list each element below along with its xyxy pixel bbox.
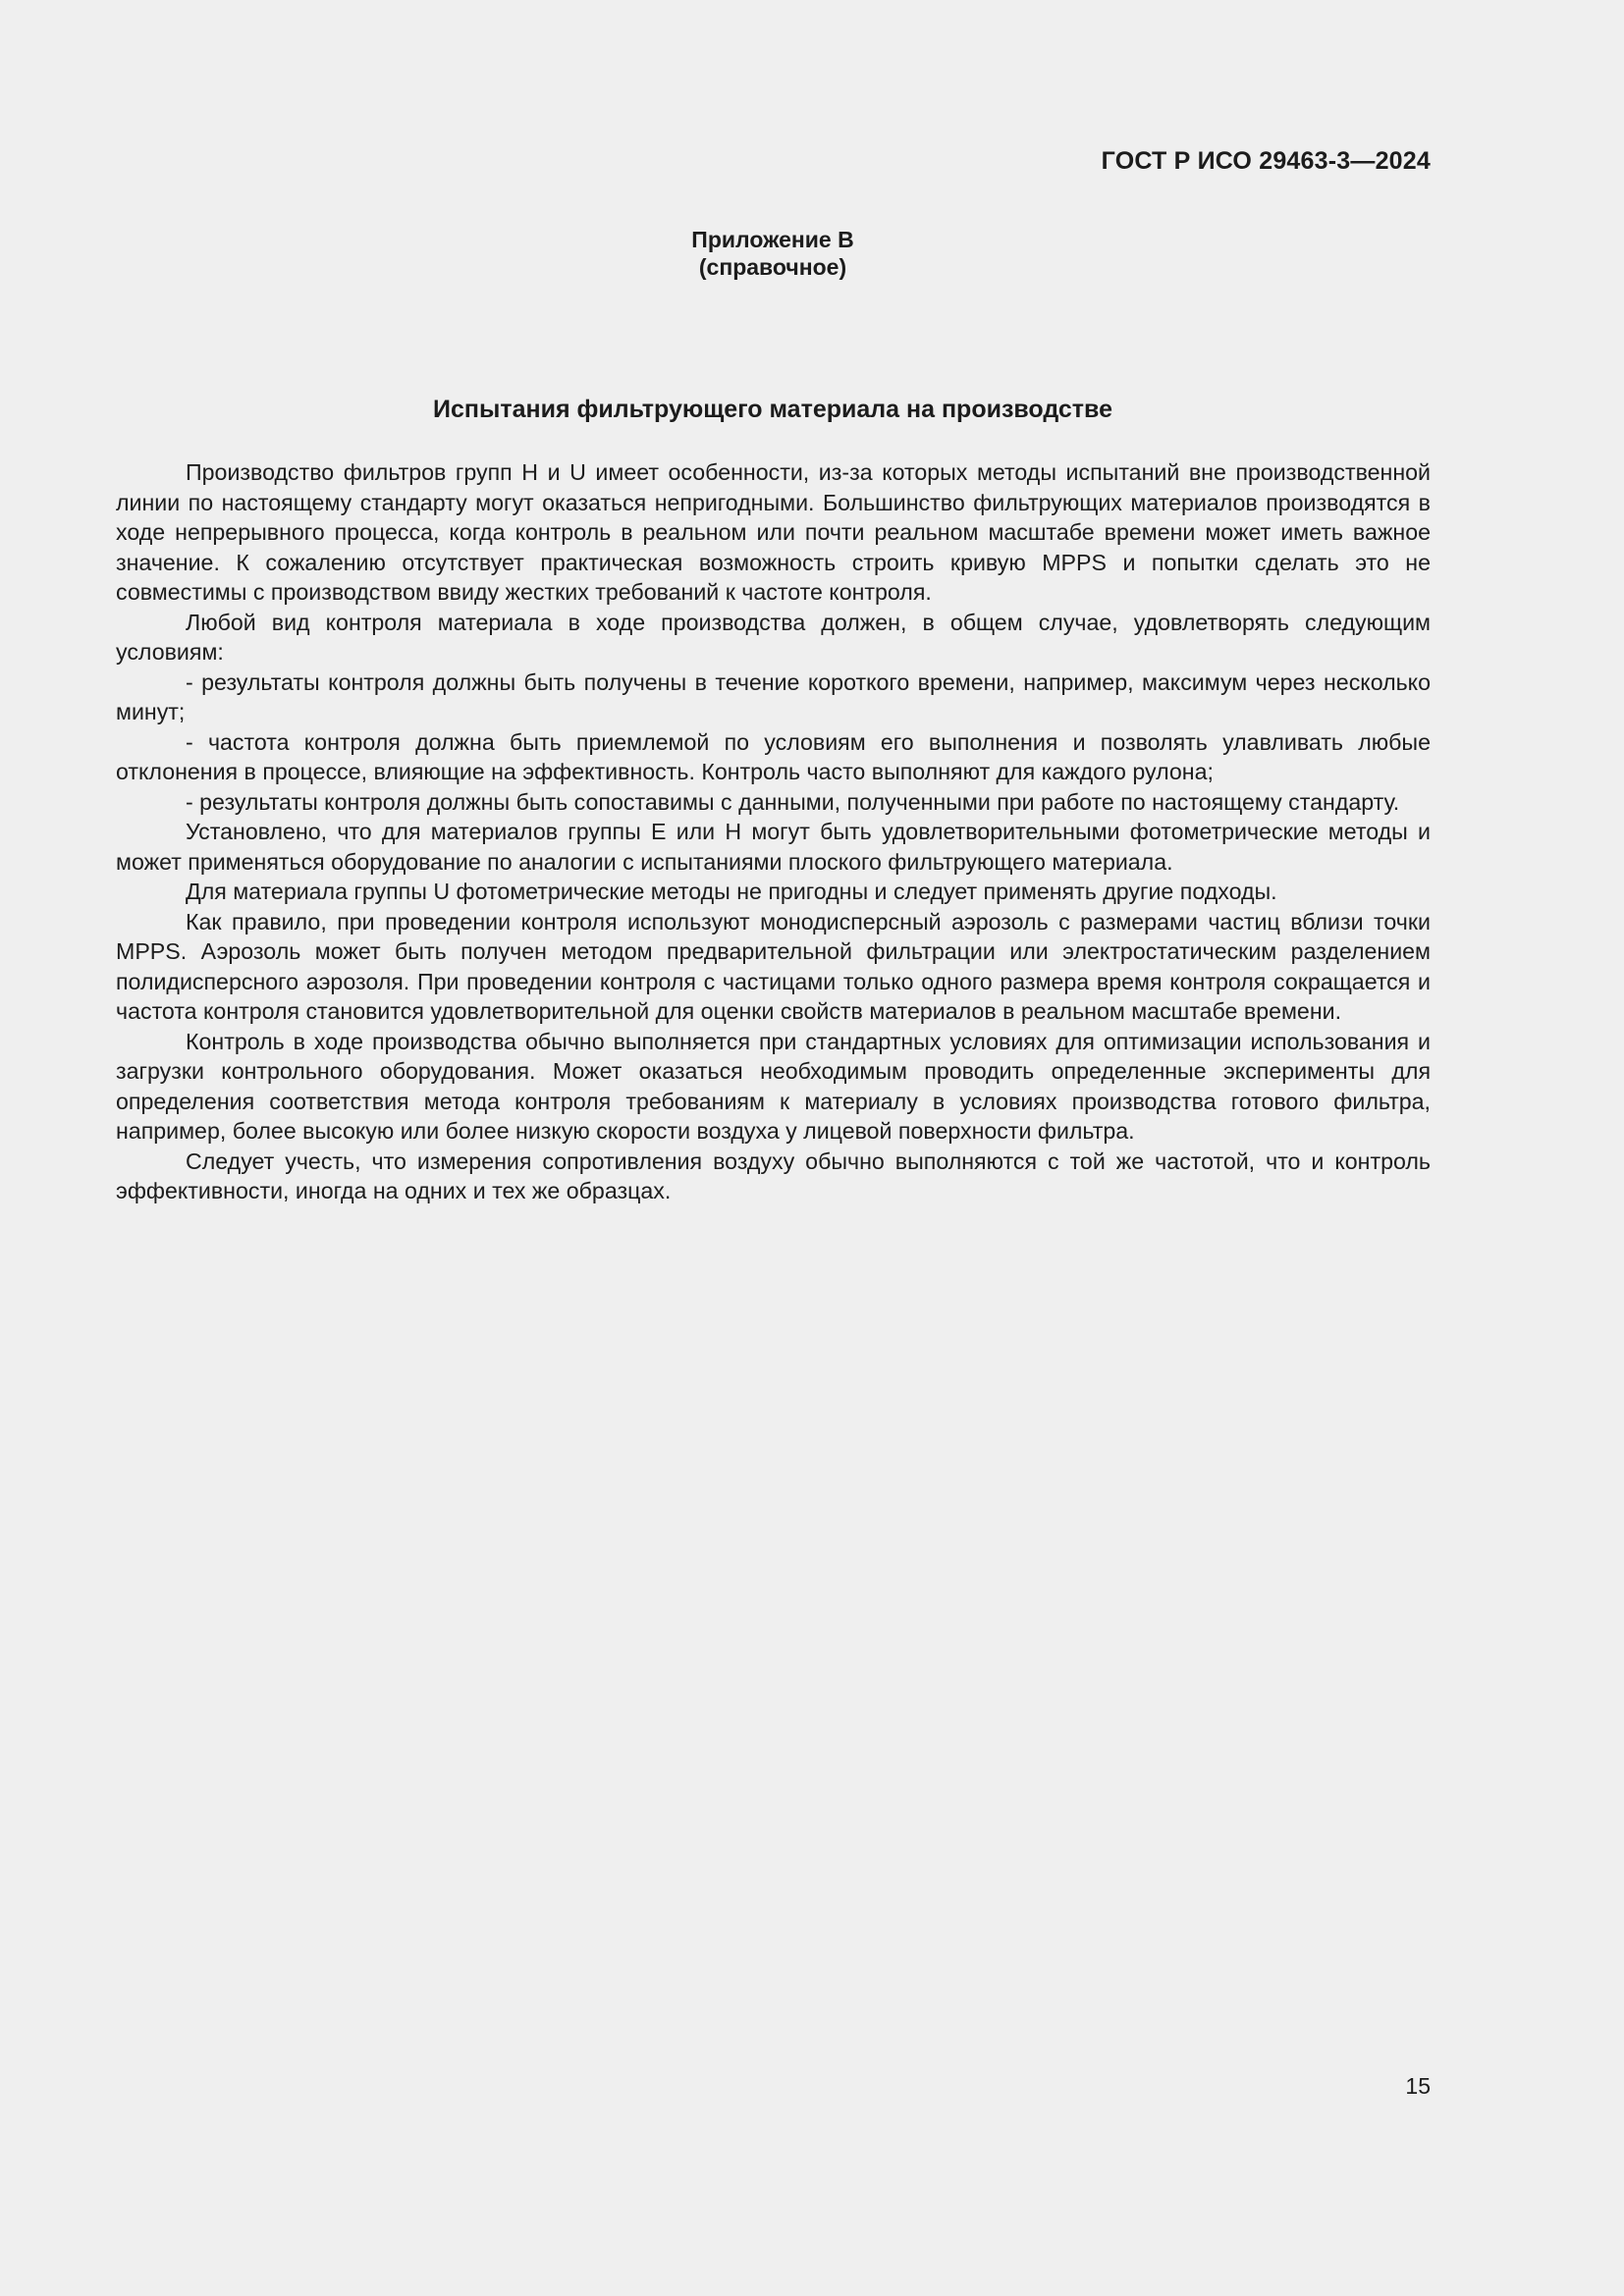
appendix-subtitle: (справочное) (698, 254, 847, 280)
page-number: 15 (1405, 2073, 1431, 2099)
paragraph: Контроль в ходе производства обычно выполняется при стандартных условиях для оптимизации использования и загрузки контрольного оборудования. Может оказаться необходимым проводить определенные эксперименты для определения соответствия метода контроля требованиям к материалу в условиях производства готового фильтра, например, более высокую или более низкую скорости воздуха у лицевой поверхности фильтра. (116, 1028, 1431, 1144)
list-item: - частота контроля должна быть приемлемой по условиям его выполнения и позволять улавливать любые отклонения в процессе, влияющие на эффективность. Контроль часто выполняют для каждого рулона; (116, 728, 1431, 784)
appendix-heading (0, 226, 1545, 281)
appendix-title: Приложение В (691, 227, 854, 252)
paragraph: Для материала группы U фотометрические методы не пригодны и следует применять другие подходы. (186, 879, 1277, 904)
paragraph: Любой вид контроля материала в ходе производства должен, в общем случае, удовлетворять следующим условиям: (116, 609, 1431, 665)
paragraph: Производство фильтров групп Н и U имеет особенности, из-за которых методы испытаний вне производственной линии по настоящему стандарту могут оказаться непригодными. Большинство фильтрующих материалов производятся в ходе непрерывного процесса, когда контроль в реальном или почти реальном масштабе времени может иметь важное значение. К сожалению отсутствует практическая возможность строить кривую MPPS и попытки сделать это не совместимы с производством ввиду жестких требований к частоте контроля. (116, 459, 1431, 605)
paragraph: Установлено, что для материалов группы Е или Н могут быть удовлетворительными фотометрические методы и может применяться оборудование по аналогии с испытаниями плоского фильтрующего материала. (116, 819, 1431, 875)
list-item: - результаты контроля должны быть сопоставимы с данными, полученными при работе по настоящему стандарту. (186, 788, 1400, 815)
paragraph: Как правило, при проведении контроля используют монодисперсный аэрозоль с размерами частиц вблизи точки MPPS. Аэрозоль может быть получен методом предварительной фильтрации или электростатическим разделением полидисперсного аэрозоля. При проведении контроля с частицами только одного размера время контроля сокращается и частота контроля становится удовлетворительной для оценки свойств материалов в реальном масштабе времени. (116, 908, 1431, 1024)
section-title: Испытания фильтрующего материала на производстве (433, 396, 1112, 423)
document-code: ГОСТ Р ИСО 29463-3—2024 (1101, 147, 1431, 175)
body-text (116, 457, 1431, 1206)
paragraph: Следует учесть, что измерения сопротивления воздуху обычно выполняются с той же частотой, что и контроль эффективности, иногда на одних и тех же образцах. (116, 1148, 1431, 1203)
list-item: - результаты контроля должны быть получены в течение короткого времени, например, максимум через несколько минут; (116, 668, 1431, 724)
